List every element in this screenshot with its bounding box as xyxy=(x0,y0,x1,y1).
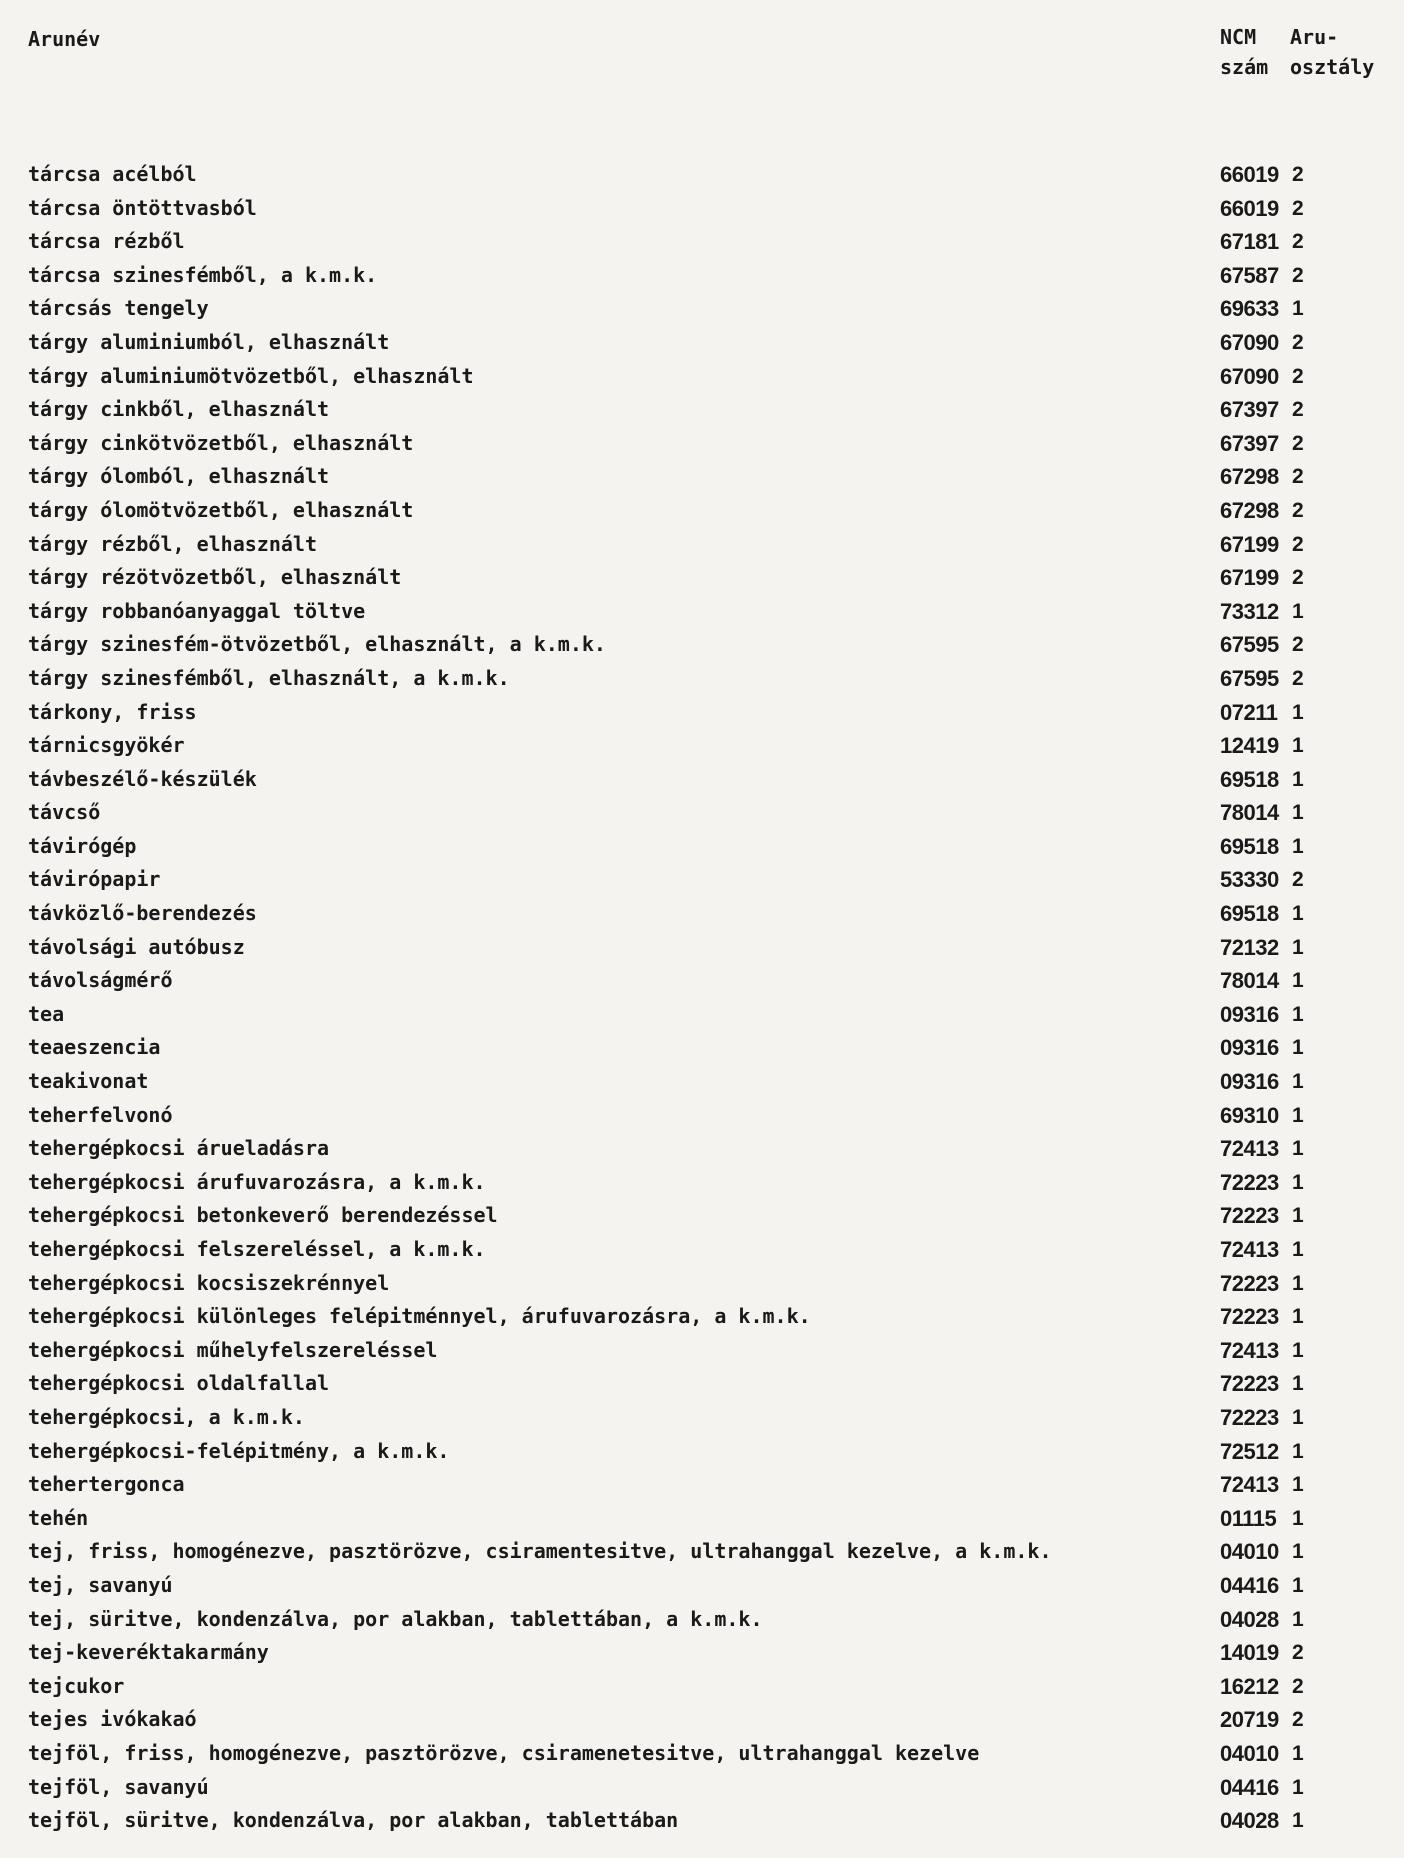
ncm-number: 78014 xyxy=(1220,800,1279,826)
goods-class: 2 xyxy=(1292,532,1304,556)
list-item xyxy=(0,1065,1404,1099)
list-item xyxy=(0,763,1404,797)
commodity-list xyxy=(0,158,1404,1838)
item-name: tehergépkocsi, a k.m.k. xyxy=(28,1404,305,1429)
list-item xyxy=(0,1166,1404,1200)
item-name: tárcsa acélból xyxy=(28,162,197,186)
ncm-number: 72413 xyxy=(1220,1136,1279,1162)
goods-class: 1 xyxy=(1292,1002,1304,1026)
goods-class: 2 xyxy=(1292,263,1304,287)
list-item xyxy=(0,931,1404,965)
ncm-number: 16212 xyxy=(1220,1673,1279,1699)
goods-class: 1 xyxy=(1292,1204,1304,1228)
list-item xyxy=(0,1771,1404,1805)
goods-class: 1 xyxy=(1292,1103,1304,1127)
list-item xyxy=(0,1267,1404,1301)
ncm-number: 04416 xyxy=(1220,1774,1279,1800)
item-name: tejföl, friss, homogénezve, pasztörözve, csiramenetesitve, ultrahanggal kezelve xyxy=(28,1740,980,1765)
list-item xyxy=(0,494,1404,528)
item-name: tárgy robbanóanyaggal töltve xyxy=(28,598,366,623)
goods-class: 1 xyxy=(1292,935,1304,959)
item-name: tárcsa szinesfémből, a k.m.k. xyxy=(28,262,378,287)
goods-class: 2 xyxy=(1292,633,1304,657)
ncm-number: 72512 xyxy=(1220,1438,1279,1464)
ncm-number: 72223 xyxy=(1220,1371,1279,1397)
item-name: tehergépkocsi árueladásra xyxy=(28,1136,330,1161)
ncm-number: 72223 xyxy=(1220,1304,1279,1330)
ncm-number: 67587 xyxy=(1220,262,1279,288)
list-item xyxy=(0,1031,1404,1065)
item-name: tárgy rézből, elhasznált xyxy=(28,531,317,556)
list-item xyxy=(0,1603,1404,1637)
goods-class: 1 xyxy=(1292,1238,1304,1261)
ncm-number: 53330 xyxy=(1220,867,1279,893)
item-name: tárkony, friss xyxy=(28,699,197,724)
list-item xyxy=(0,729,1404,763)
goods-class: 2 xyxy=(1292,398,1304,422)
ncm-number: 67199 xyxy=(1220,531,1279,557)
item-name: tárcsa rézből xyxy=(28,229,185,254)
item-name: tejföl, savanyú xyxy=(28,1774,209,1799)
ncm-number: 72413 xyxy=(1220,1472,1279,1498)
ncm-number: 73312 xyxy=(1220,598,1279,624)
list-item xyxy=(0,1435,1404,1469)
item-name: tárnicsgyökér xyxy=(28,733,185,758)
item-name: tehergépkocsi műhelyfelszereléssel xyxy=(28,1337,438,1362)
item-name: távolságmérő xyxy=(28,968,173,993)
list-item xyxy=(0,1099,1404,1133)
ncm-number: 72413 xyxy=(1220,1237,1279,1262)
ncm-number: 67595 xyxy=(1220,665,1279,691)
item-name: tehertergonca xyxy=(28,1472,185,1497)
goods-class: 1 xyxy=(1292,1473,1304,1497)
goods-class: 2 xyxy=(1292,1641,1304,1665)
item-name: távirógép xyxy=(28,833,137,858)
list-item xyxy=(0,427,1404,461)
list-item xyxy=(0,528,1404,562)
item-name: tejes ivókakaó xyxy=(28,1707,197,1732)
list-item xyxy=(0,360,1404,394)
goods-class: 1 xyxy=(1292,969,1304,993)
item-name: tárgy rézötvözetből, elhasznált xyxy=(28,565,402,590)
list-item xyxy=(0,796,1404,830)
goods-class: 1 xyxy=(1292,902,1304,926)
goods-class: 2 xyxy=(1292,163,1304,186)
list-item xyxy=(0,1502,1404,1536)
goods-class: 1 xyxy=(1292,297,1304,321)
goods-class: 2 xyxy=(1292,868,1304,892)
item-name: tehergépkocsi-felépitmény, a k.m.k. xyxy=(28,1438,450,1463)
item-name: tea xyxy=(28,1001,65,1026)
goods-class: 2 xyxy=(1292,431,1304,455)
ncm-number: 67181 xyxy=(1220,229,1279,255)
goods-class: 1 xyxy=(1292,700,1304,724)
ncm-number: 67298 xyxy=(1220,497,1279,523)
item-name: teaeszencia xyxy=(28,1035,161,1060)
list-item xyxy=(0,561,1404,595)
ncm-number: 72223 xyxy=(1220,1270,1279,1296)
item-name: tej, süritve, kondenzálva, por alakban, tablettában, a k.m.k. xyxy=(28,1606,763,1631)
list-item xyxy=(0,1468,1404,1502)
goods-class: 2 xyxy=(1292,330,1304,354)
goods-class: 1 xyxy=(1292,734,1304,758)
ncm-number: 04028 xyxy=(1220,1606,1279,1632)
list-item xyxy=(0,1535,1404,1569)
item-name: tejcukor xyxy=(28,1673,125,1698)
list-item xyxy=(0,460,1404,494)
ncm-number: 04416 xyxy=(1220,1572,1279,1598)
list-item xyxy=(0,830,1404,864)
ncm-number: 04028 xyxy=(1220,1808,1279,1834)
goods-class: 1 xyxy=(1292,1170,1304,1194)
ncm-number: 69518 xyxy=(1220,766,1279,792)
list-item xyxy=(0,696,1404,730)
ncm-number: 14019 xyxy=(1220,1640,1279,1666)
ncm-number: 67090 xyxy=(1220,363,1279,389)
list-item xyxy=(0,158,1404,192)
goods-class: 1 xyxy=(1292,599,1304,623)
ncm-number: 66019 xyxy=(1220,195,1279,221)
ncm-number: 67595 xyxy=(1220,632,1279,658)
list-item xyxy=(0,1569,1404,1603)
goods-class: 1 xyxy=(1292,1506,1304,1530)
column-header-ncm: NCM szám xyxy=(1220,25,1269,79)
item-name: tejföl, süritve, kondenzálva, por alakban, tablettában xyxy=(28,1808,679,1833)
item-name: tárgy aluminiumötvözetből, elhasznált xyxy=(28,363,474,388)
list-item xyxy=(0,1199,1404,1233)
column-header-name: Arunév xyxy=(28,27,101,51)
list-item xyxy=(0,1703,1404,1737)
goods-class: 2 xyxy=(1292,566,1304,590)
goods-class: 1 xyxy=(1292,1741,1304,1765)
list-item xyxy=(0,1334,1404,1368)
list-item xyxy=(0,393,1404,427)
goods-class: 2 xyxy=(1292,666,1304,690)
goods-class: 2 xyxy=(1292,1708,1304,1732)
goods-class: 1 xyxy=(1292,834,1304,858)
goods-class: 2 xyxy=(1292,498,1304,522)
ncm-number: 72132 xyxy=(1220,934,1279,960)
ncm-number: 78014 xyxy=(1220,968,1279,994)
item-name: tárgy szinesfémből, elhasznált, a k.m.k. xyxy=(28,665,510,690)
ncm-number: 67090 xyxy=(1220,329,1279,355)
list-item xyxy=(0,662,1404,696)
item-name: teakivonat xyxy=(28,1069,149,1094)
list-item xyxy=(0,192,1404,226)
goods-class: 1 xyxy=(1292,1809,1304,1833)
ncm-number: 09316 xyxy=(1220,1069,1279,1095)
list-item xyxy=(0,1804,1404,1838)
item-name: tárgy ólomötvözetből, elhasznált xyxy=(28,497,414,522)
goods-class: 1 xyxy=(1292,1405,1304,1429)
ncm-number: 04010 xyxy=(1220,1539,1279,1565)
list-item xyxy=(0,1670,1404,1704)
goods-class: 1 xyxy=(1292,1137,1304,1161)
list-item xyxy=(0,1300,1404,1334)
item-name: tárgy szinesfém-ötvözetből, elhasznált, a k.m.k. xyxy=(28,632,606,657)
item-name: tárgy cinkből, elhasznált xyxy=(28,397,330,422)
ncm-number: 04010 xyxy=(1220,1740,1279,1766)
item-name: tárgy cinkötvözetből, elhasznált xyxy=(28,430,414,455)
ncm-number: 72223 xyxy=(1220,1203,1279,1229)
ncm-number: 69518 xyxy=(1220,901,1279,927)
ncm-number: 69633 xyxy=(1220,296,1279,322)
item-name: tárgy aluminiumból, elhasznált xyxy=(28,329,390,354)
list-item xyxy=(0,1401,1404,1435)
goods-class: 1 xyxy=(1292,1573,1304,1597)
item-name: tehergépkocsi betonkeverő berendezéssel xyxy=(28,1203,498,1228)
goods-class: 1 xyxy=(1292,1305,1304,1329)
item-name: tehergépkocsi árufuvarozásra, a k.m.k. xyxy=(28,1169,486,1194)
item-name: tehén xyxy=(28,1505,89,1530)
list-item xyxy=(0,628,1404,662)
list-item xyxy=(0,1737,1404,1771)
goods-class: 2 xyxy=(1292,1674,1304,1698)
list-item xyxy=(0,1367,1404,1401)
ncm-number: 20719 xyxy=(1220,1707,1279,1733)
item-name: tehergépkocsi oldalfallal xyxy=(28,1371,330,1396)
item-name: tej, friss, homogénezve, pasztörözve, csiramentesitve, ultrahanggal kezelve, a k.m.k. xyxy=(28,1539,1052,1564)
goods-class: 1 xyxy=(1292,1271,1304,1295)
list-item xyxy=(0,326,1404,360)
ncm-number: 69518 xyxy=(1220,833,1279,859)
list-item xyxy=(0,595,1404,629)
item-name: tej, savanyú xyxy=(28,1572,173,1597)
goods-class: 1 xyxy=(1292,1372,1304,1396)
ncm-number: 69310 xyxy=(1220,1102,1279,1128)
list-item xyxy=(0,863,1404,897)
goods-class: 2 xyxy=(1292,364,1304,388)
ncm-number: 67199 xyxy=(1220,565,1279,591)
ncm-number: 67397 xyxy=(1220,397,1279,423)
list-item xyxy=(0,1132,1404,1166)
column-header-class: Aru- osztály xyxy=(1290,25,1375,79)
item-name: tehergépkocsi felszereléssel, a k.m.k. xyxy=(28,1237,486,1261)
ncm-number: 07211 xyxy=(1220,699,1278,725)
item-name: távcső xyxy=(28,800,101,825)
item-name: távközlő-berendezés xyxy=(28,901,257,926)
goods-class: 1 xyxy=(1292,1775,1304,1799)
ncm-number: 01115 xyxy=(1220,1505,1277,1531)
list-item xyxy=(0,998,1404,1032)
ncm-number: 66019 xyxy=(1220,162,1279,187)
ncm-number: 12419 xyxy=(1220,733,1279,759)
ncm-number: 72223 xyxy=(1220,1169,1279,1195)
goods-class: 1 xyxy=(1292,1540,1304,1564)
ncm-number: 67397 xyxy=(1220,430,1279,456)
goods-class: 1 xyxy=(1292,801,1304,825)
goods-class: 1 xyxy=(1292,1338,1304,1362)
item-name: teherfelvonó xyxy=(28,1102,173,1127)
list-item xyxy=(0,964,1404,998)
list-item xyxy=(0,1233,1404,1267)
goods-class: 2 xyxy=(1292,465,1304,489)
ncm-number: 09316 xyxy=(1220,1035,1279,1061)
list-item xyxy=(0,292,1404,326)
ncm-number: 67298 xyxy=(1220,464,1279,490)
goods-class: 1 xyxy=(1292,1439,1304,1463)
item-name: tehergépkocsi kocsiszekrénnyel xyxy=(28,1270,390,1295)
item-name: tej-keveréktakarmány xyxy=(28,1640,269,1665)
list-item xyxy=(0,225,1404,259)
goods-class: 1 xyxy=(1292,1607,1304,1631)
item-name: tárcsás tengely xyxy=(28,296,209,321)
goods-class: 1 xyxy=(1292,767,1304,791)
ncm-number: 72223 xyxy=(1220,1404,1279,1430)
list-item xyxy=(0,259,1404,293)
item-name: tárcsa öntöttvasból xyxy=(28,195,257,220)
list-item xyxy=(0,897,1404,931)
item-name: tehergépkocsi különleges felépitménnyel, árufuvarozásra, a k.m.k. xyxy=(28,1304,811,1329)
ncm-number: 09316 xyxy=(1220,1001,1279,1027)
item-name: távolsági autóbusz xyxy=(28,934,245,959)
ncm-number: 72413 xyxy=(1220,1337,1279,1363)
list-item xyxy=(0,1636,1404,1670)
item-name: távbeszélő-készülék xyxy=(28,766,257,791)
goods-class: 1 xyxy=(1292,1070,1304,1094)
goods-class: 2 xyxy=(1292,230,1304,254)
goods-class: 2 xyxy=(1292,196,1304,220)
item-name: tárgy ólomból, elhasznált xyxy=(28,464,330,489)
item-name: távirópapir xyxy=(28,867,161,892)
goods-class: 1 xyxy=(1292,1036,1304,1060)
